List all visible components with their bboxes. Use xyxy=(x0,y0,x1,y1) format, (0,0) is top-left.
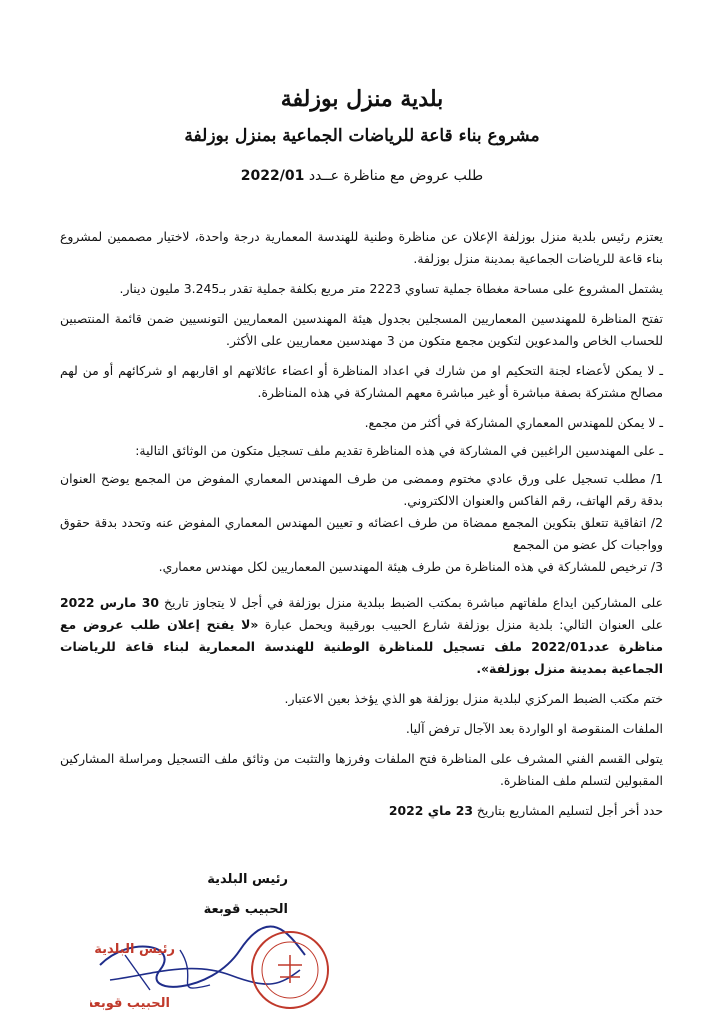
final-deadline-text: حدد أخر أجل لتسليم المشاريع بتاريخ xyxy=(472,803,663,818)
paragraph-final-deadline xyxy=(60,800,663,822)
stamp-role-text: رئيس البلدية xyxy=(94,942,175,957)
signatory-role: رئيس البلدية xyxy=(207,872,288,887)
stamp-name-text: الحبيب قوبعة xyxy=(90,996,170,1011)
final-deadline-date: 23 ماي 2022 xyxy=(388,803,473,818)
document-item-3: 3/ ترخيص للمشاركة في هذه المناظرة من طرف هيئة المهندسين المعماريين لكل مهندس معماري. xyxy=(158,559,663,574)
paragraph-technical-dept: يتولى القسم الفني المشرف على المناظرة فتح الملفات وفرزها والتثبت من وثائق ملف التسجيل ومراسلة المشاركين المقبولين لتسلم ملف المناظرة. xyxy=(60,751,663,788)
document-item-2: 2/ اتفاقية تتعلق بتكوين المجمع ممضاة من طرف اعضائه و تعيين المهندس المعماري المفوض عنه وتحدد بدقة حقوق وواجبات كل عضو من المجمع xyxy=(60,515,663,552)
submission-deadline: 30 مارس 2022 xyxy=(60,595,160,610)
paragraph-intro: يعتزم رئيس بلدية منزل بوزلفة الإعلان عن مناظرة وطنية للهندسة المعمارية درجة واحدة، لاختيار مصممين لمشروع بناء قاعة للرياضات الجماعية بمدينة منزل بوزلفة. xyxy=(60,229,663,266)
submission-label: «لا يفتح إعلان طلب عروض مع مناظرة عدد2022/01 ملف تسجيل للمناظرة الوطنية للهندسة المعمارية لبناء قاعة للرياضات الجماعية بمدينة منزل بوزلفة». xyxy=(60,617,663,676)
tender-reference-number: 2022/01 xyxy=(240,168,305,184)
tender-reference xyxy=(0,168,724,184)
signatory-name: الحبيب قوبعة xyxy=(203,902,288,917)
handwritten-signature xyxy=(90,925,340,1015)
document-item-1: 1/ مطلب تسجيل على ورق عادي مختوم وممضى من طرف المهندس المعماري المفوض من المجمع يوضح العنوان بدقة رقم الهاتف، رقم الفاكس والعنوان الالكتروني. xyxy=(60,471,663,508)
document-subtitle: مشروع بناء قاعة للرياضات الجماعية بمنزل بوزلفة xyxy=(184,126,540,146)
paragraph-documents: ـ على المهندسين الراغبين في المشاركة في هذه المناظرة تقديم ملف تسجيل متكون من الوثائق التالية: xyxy=(135,443,663,458)
submission-text-c: على العنوان التالي: بلدية منزل بوزلفة شارع الحبيب بورقيبة ويحمل عبارة xyxy=(258,617,663,632)
paragraph-stamp: ختم مكتب الضبط المركزي لبلدية منزل بوزلفة هو الذي يؤخذ بعين الاعتبار. xyxy=(284,691,663,706)
paragraph-submission xyxy=(60,592,663,680)
paragraph-exclusion: ـ لا يمكن لأعضاء لجنة التحكيم او من شارك في اعداد المناظرة أو اعضاء عائلاتهم او اقاربهم او شركائهم أو من لهم مصالح مشتركة بصفة مباشرة أو غير مباشرة معهم المشاركة في هذه المناظرة. xyxy=(60,363,663,400)
submission-text-a: على المشاركين ايداع ملفاتهم مباشرة بمكتب الضبط ببلدية منزل بوزلفة في أجل لا يتجاوز تاريخ xyxy=(159,595,663,610)
paragraph-project-area: يشتمل المشروع على مساحة مغطاة جملية تساوي 2223 متر مربع بكلفة جملية تقدر بـ3.245 مليون دينار. xyxy=(119,281,663,296)
paragraph-single-group: ـ لا يمكن للمهندس المعماري المشاركة في أكثر من مجمع. xyxy=(364,415,663,430)
document-title: بلدية منزل بوزلفة xyxy=(280,86,444,112)
paragraph-eligibility: تفتح المناظرة للمهندسين المعماريين المسجلين بجدول هيئة المهندسين المعماريين التونسيين ضمن قائمة المنتصبين للحساب الخاص والمدعوين لتكوين مجمع متكون من 3 مهندسين معماريين على الأكثر. xyxy=(60,311,663,348)
tender-reference-prefix: طلب عروض مع مناظرة عــدد xyxy=(308,168,484,184)
paragraph-late: الملفات المنقوصة او الواردة بعد الآجال ترفض آليا. xyxy=(405,721,663,736)
document-body xyxy=(60,226,663,830)
signature-stamp xyxy=(90,925,340,1015)
